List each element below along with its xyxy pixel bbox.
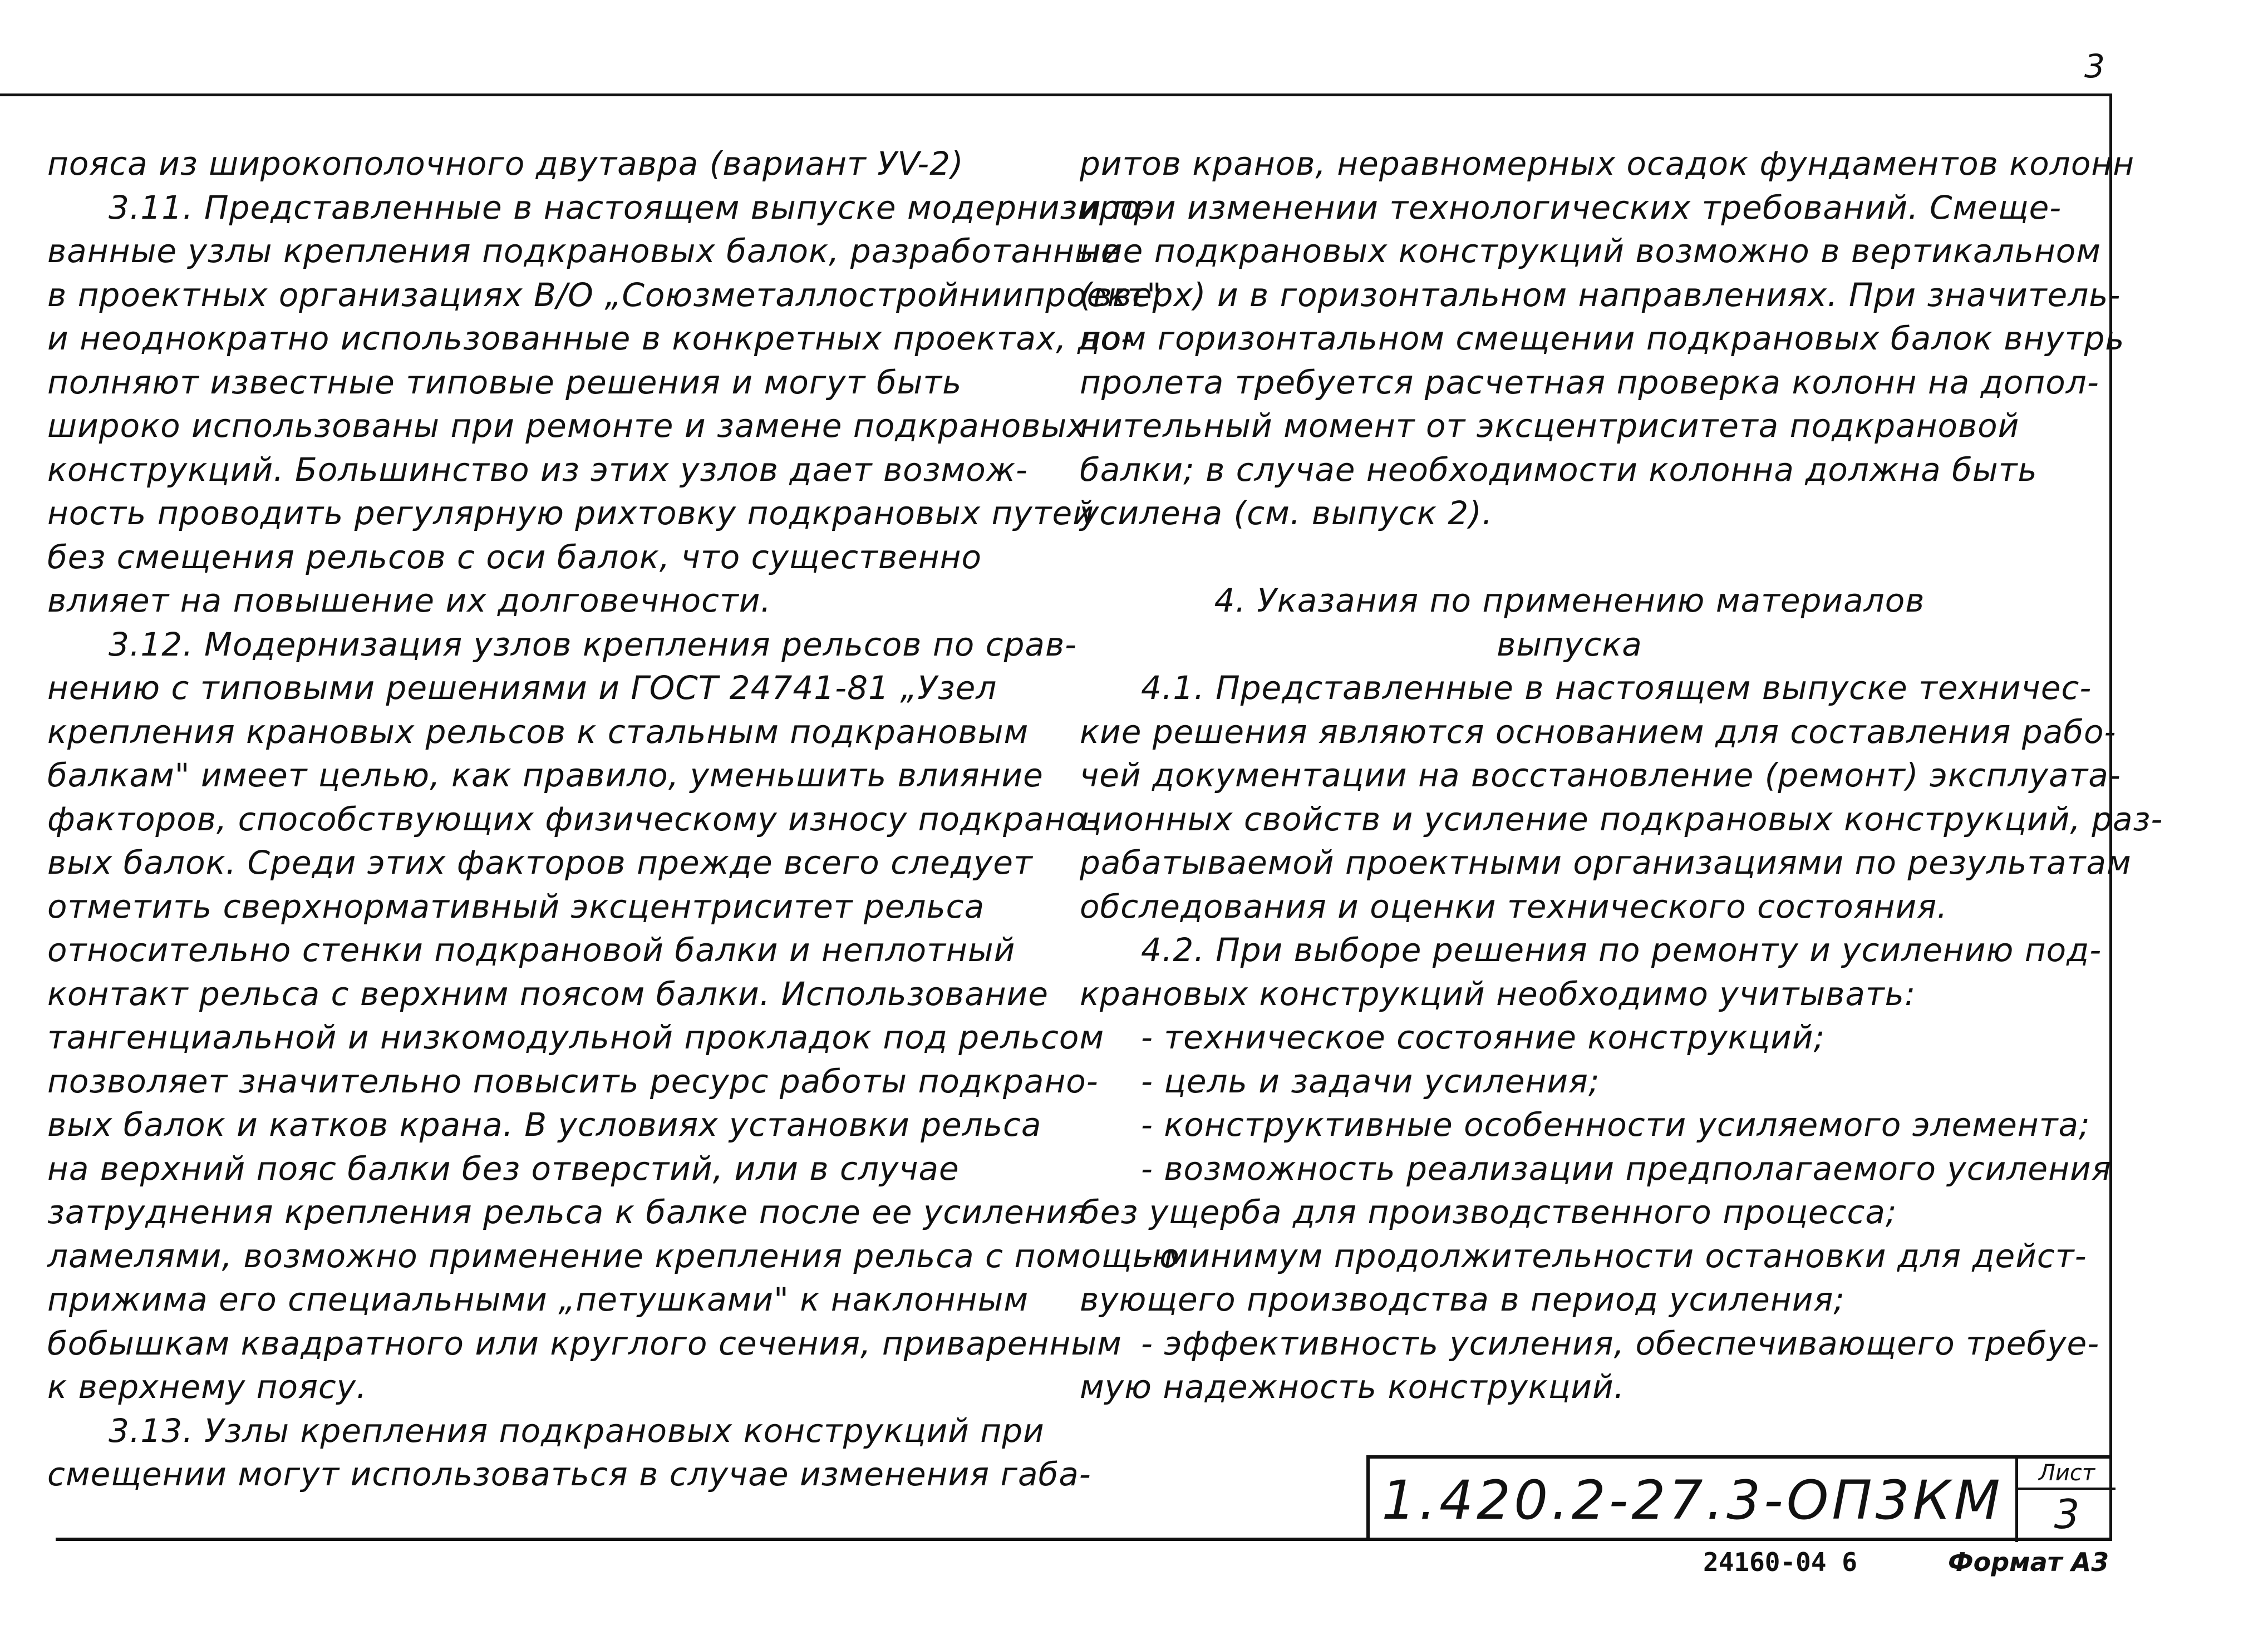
right-column-line: обследования и оценки технического состояния. <box>1080 887 1948 925</box>
format-label: Формат А3 <box>1948 1547 2109 1577</box>
right-column-line: - конструктивные особенности усиляемого элемента; <box>1141 1106 2090 1144</box>
right-column-line: мую надежность конструкций. <box>1080 1368 1625 1406</box>
right-column-line: (вверх) и в горизонтальном направлениях. При значитель- <box>1080 275 2121 314</box>
left-column-line: нению с типовыми решениями и ГОСТ 24741-81 „Узел <box>47 669 997 707</box>
left-column-line: смещении могут использоваться в случае изменения габа- <box>47 1455 1091 1493</box>
left-column-line: на верхний пояс балки без отверстий, или в случае <box>47 1149 960 1188</box>
corner-mark: 3 <box>2084 47 2105 85</box>
right-column-line: 4.2. При выборе решения по ремонту и усилению под- <box>1141 931 2102 969</box>
right-column-line: крановых конструкций необходимо учитывать: <box>1080 974 1916 1013</box>
left-column-line: вых балок. Среди этих факторов прежде всего следует <box>47 844 1033 882</box>
right-column-line: чей документации на восстановление (ремонт) эксплуата- <box>1080 756 2121 794</box>
right-column-line: - эффективность усиления, обеспечивающего требуе- <box>1141 1324 2100 1362</box>
left-column-line: к верхнему поясу. <box>47 1368 367 1406</box>
right-column-line: 4.1. Представленные в настоящем выпуске техничес- <box>1141 669 2092 707</box>
left-column-line: полняют известные типовые решения и могут быть <box>47 363 962 401</box>
right-column-line: - техническое состояние конструкций; <box>1141 1018 1826 1056</box>
right-column-line: ционных свойств и усиление подкрановых конструкций, раз- <box>1080 800 2163 838</box>
right-column-line: ние подкрановых конструкций возможно в вертикальном <box>1080 232 2101 270</box>
document-code: 1.420.2-27.3-ОП3КМ <box>1381 1469 2004 1531</box>
right-text-column <box>1080 142 2163 1409</box>
frame-top-border <box>0 93 2112 96</box>
left-column-line: тангенциальной и низкомодульной прокладок под рельсом <box>47 1018 1105 1056</box>
left-column-line: в проектных организациях В/О „Союзметаллостройниипроект" <box>47 275 1162 314</box>
left-column-line: прижима его специальными „петушками" к наклонным <box>47 1281 1029 1318</box>
right-column-line: нительный момент от эксцентриситета подкрановой <box>1080 407 2020 445</box>
right-column-line: усилена (см. выпуск 2). <box>1080 494 1493 532</box>
sheet-box <box>2015 1459 2116 1542</box>
left-column-line: балкам" имеет целью, как правило, уменьшить влияние <box>47 756 1044 794</box>
left-column-line: ламелями, возможно применение крепления рельса с помощью <box>47 1237 1180 1275</box>
left-column-line: влияет на повышение их долговечности. <box>47 582 771 619</box>
left-column-line: вых балок и катков крана. В условиях установки рельса <box>47 1106 1042 1144</box>
left-column-line: контакт рельса с верхним поясом балки. Использование <box>47 974 1049 1013</box>
section-heading: 4. Указания по применению материалов <box>1214 582 1925 619</box>
sheet-label: Лист <box>2018 1459 2116 1490</box>
right-column-line: - возможность реализации предполагаемого усиления <box>1141 1149 2112 1188</box>
left-column-line: без смещения рельсов с оси балок, что существенно <box>47 538 982 576</box>
left-column-line: факторов, способствующих физическому износу подкрано- <box>47 800 1099 838</box>
left-column-line: затруднения крепления рельса к балке после ее усиления <box>47 1193 1088 1231</box>
right-column-line: вующего производства в период усиления; <box>1080 1281 1845 1318</box>
right-column-line: и при изменении технологических требований. Смеще- <box>1080 188 2062 226</box>
right-column-line: пролета требуется расчетная проверка колонн на допол- <box>1080 363 2099 401</box>
right-column-line: рабатываемой проектными организациями по результатам <box>1080 844 2132 882</box>
sheet-number: 3 <box>2054 1491 2080 1538</box>
title-block <box>1366 1455 2112 1539</box>
left-column-line: и неоднократно использованные в конкретных проектах, до- <box>47 319 1133 357</box>
right-column-line: - минимум продолжительности остановки для дейст- <box>1141 1237 2087 1275</box>
right-column-line: ном горизонтальном смещении подкрановых балок внутрь <box>1080 319 2125 357</box>
right-column-line: ритов кранов, неравномерных осадок фундаментов колонн <box>1080 145 2135 183</box>
left-column-line: 3.13. Узлы крепления подкрановых конструкций при <box>109 1411 1045 1450</box>
right-column-line: балки; в случае необходимости колонна должна быть <box>1080 450 2038 489</box>
left-column-line: широко использованы при ремонте и замене подкрановых <box>47 407 1087 445</box>
left-column-line: конструкций. Большинство из этих узлов дает возмож- <box>47 450 1028 489</box>
left-column-line: крепления крановых рельсов к стальным подкрановым <box>47 712 1029 751</box>
left-column-line: ванные узлы крепления подкрановых балок, разработанные <box>47 232 1121 270</box>
left-column-line: отметить сверхнормативный эксцентриситет рельса <box>47 887 985 925</box>
left-column-line: бобышкам квадратного или круглого сечения, приваренным <box>47 1324 1122 1362</box>
left-column-line: позволяет значительно повысить ресурс работы подкрано- <box>47 1062 1099 1100</box>
left-column-line: 3.11. Представленные в настоящем выпуске модернизиро- <box>109 188 1153 226</box>
right-column-line <box>1080 535 2059 579</box>
inventory-number: 24160-04 6 <box>1703 1547 1857 1577</box>
left-text-column <box>47 142 1180 1496</box>
section-heading: выпуска <box>1497 625 1642 663</box>
right-column-line: кие решения являются основанием для составления рабо- <box>1080 712 2117 751</box>
left-column-line: относительно стенки подкрановой балки и неплотный <box>47 931 1016 969</box>
right-column-line: - цель и задачи усиления; <box>1141 1062 1600 1100</box>
left-column-line: ность проводить регулярную рихтовку подкрановых путей <box>47 494 1094 532</box>
left-column-line: пояса из широкополочного двутавра (вариант УV-2) <box>47 145 964 183</box>
left-column-line: 3.12. Модернизация узлов крепления рельсов по срав- <box>109 625 1078 663</box>
right-column-line: без ущерба для производственного процесса; <box>1080 1193 1897 1231</box>
